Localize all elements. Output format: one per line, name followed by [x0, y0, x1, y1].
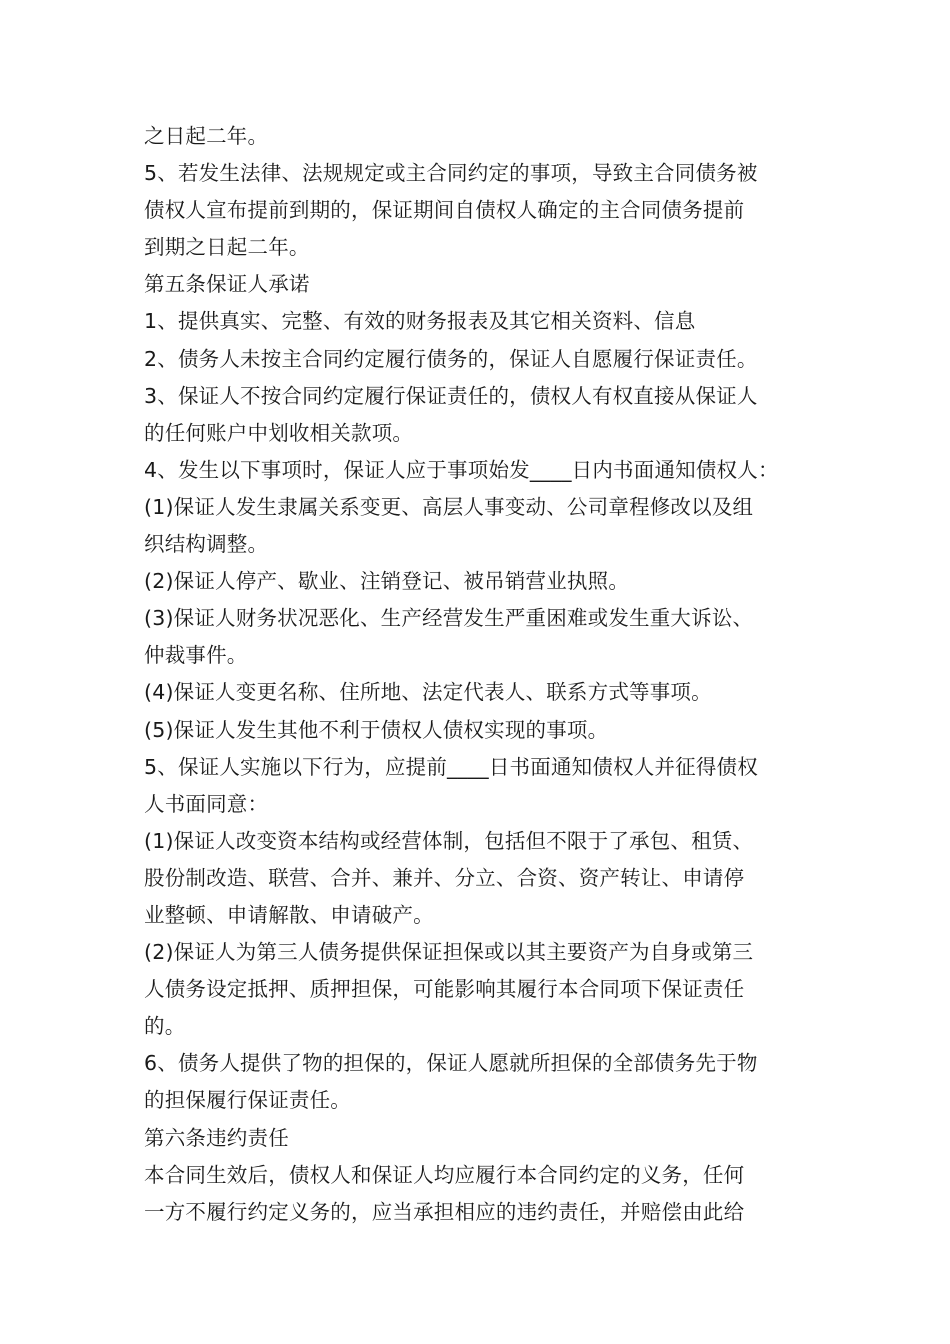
text-line: 的任何账户中划收相关款项。: [144, 420, 414, 445]
text-line: 人书面同意：: [144, 791, 269, 816]
text-line: 3、保证人不按合同约定履行保证责任的，债权人有权直接从保证人: [144, 383, 758, 408]
text-line: (1)保证人发生隶属关系变更、高层人事变动、公司章程修改以及组: [144, 494, 754, 519]
text-line: 2、债务人未按主合同约定履行债务的，保证人自愿履行保证责任。: [144, 346, 758, 371]
text-line: 债权人宣布提前到期的，保证期间自债权人确定的主合同债务提前: [144, 198, 745, 223]
text-line: 业整顿、申请解散、申请破产。: [144, 902, 434, 927]
text-line: 一方不履行约定义务的，应当承担相应的违约责任，并赔偿由此给: [144, 1199, 745, 1224]
text-line: (5)保证人发生其他不利于债权人债权实现的事项。: [144, 717, 609, 742]
text-line: 的。: [144, 1014, 186, 1039]
section-heading: 第六条违约责任: [144, 1125, 289, 1150]
text-line: (1)保证人改变资本结构或经营体制，包括但不限于了承包、租赁、: [144, 828, 754, 853]
text-line: (3)保证人财务状况恶化、生产经营发生严重困难或发生重大诉讼、: [144, 606, 754, 631]
section-heading: 第五条保证人承诺: [144, 272, 310, 297]
text-line: 之日起二年。: [144, 124, 269, 148]
text-line: 5、保证人实施以下行为，应提前____日书面通知债权人并征得债权: [144, 754, 758, 779]
text-line: 本合同生效后，债权人和保证人均应履行本合同约定的义务，任何: [144, 1162, 745, 1187]
text-line: 仲裁事件。: [144, 643, 248, 668]
text-line: 到期之日起二年。: [144, 235, 310, 260]
document-body: [144, 118, 816, 1231]
text-line: 人债务设定抵押、质押担保，可能影响其履行本合同项下保证责任: [144, 977, 745, 1002]
text-line: 的担保履行保证责任。: [144, 1088, 351, 1113]
text-line: 4、发生以下事项时，保证人应于事项始发____日内书面通知债权人：: [144, 457, 779, 482]
text-line: 5、若发生法律、法规规定或主合同约定的事项，导致主合同债务被: [144, 161, 758, 186]
text-line: (2)保证人为第三人债务提供保证担保或以其主要资产为自身或第三: [144, 940, 754, 965]
text-line: 1、提供真实、完整、有效的财务报表及其它相关资料、信息: [144, 309, 696, 334]
text-line: (4)保证人变更名称、住所地、法定代表人、联系方式等事项。: [144, 680, 712, 705]
text-line: 股份制改造、联营、合并、兼并、分立、合资、资产转让、申请停: [144, 865, 745, 890]
text-line: 6、债务人提供了物的担保的，保证人愿就所担保的全部债务先于物: [144, 1051, 758, 1076]
text-line: (2)保证人停产、歇业、注销登记、被吊销营业执照。: [144, 569, 630, 594]
text-line: 织结构调整。: [144, 532, 269, 557]
